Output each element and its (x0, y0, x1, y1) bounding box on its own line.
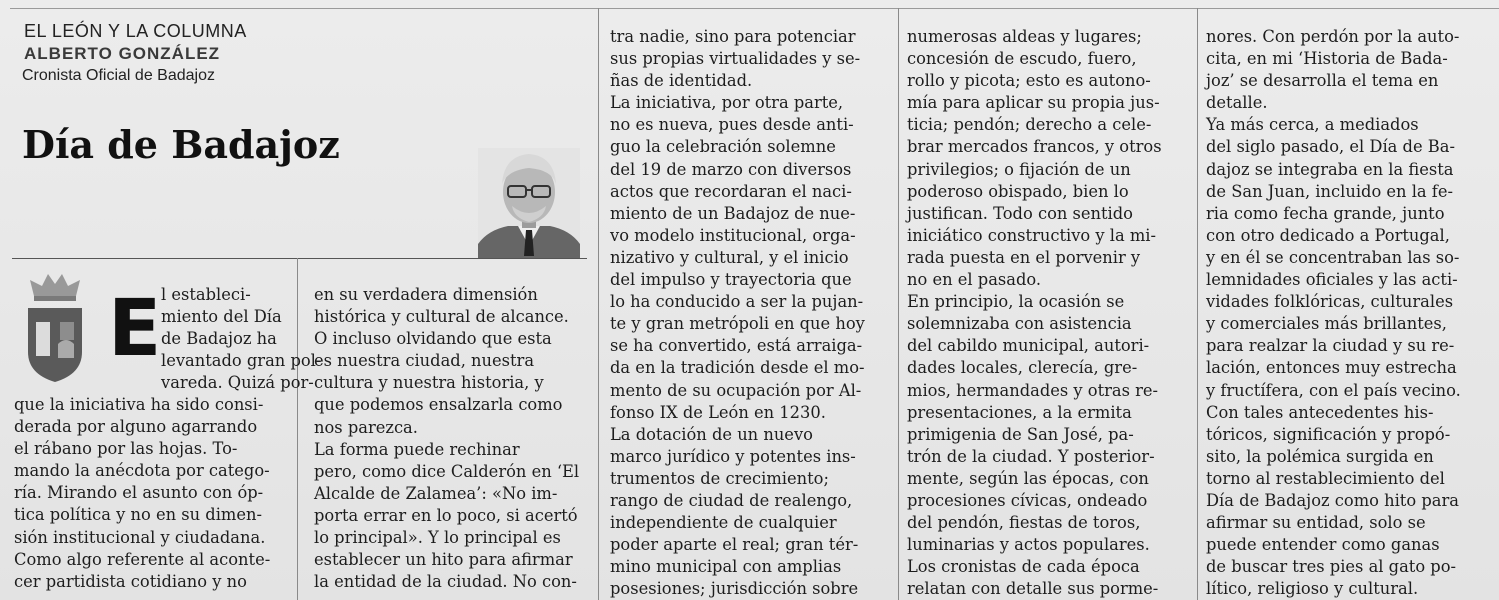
badajoz-coat-of-arms-icon (22, 266, 88, 384)
column-5 (1206, 26, 1461, 600)
text-line: y comerciales más brillantes, (1206, 314, 1447, 334)
text-line: rollo y picota; esto es autono- (907, 71, 1151, 91)
text-line: ria como fecha grande, junto (1206, 203, 1445, 223)
text-line: La dotación de un nuevo (610, 424, 813, 444)
text-line: dajoz se integraba en la fiesta (1206, 159, 1454, 179)
text-line: Alcalde de Zalamea’: «No im- (314, 483, 558, 503)
column-1 (14, 394, 270, 593)
text-line: joz’ se desarrolla el tema en (1206, 71, 1439, 91)
text-line: lación, entonces muy estrecha (1206, 358, 1457, 378)
text-line: La forma puede rechinar (314, 439, 520, 459)
text-line: pero, como dice Calderón en ‘El (314, 461, 580, 481)
text-line: lo ha conducido a ser la pujan- (610, 292, 864, 312)
text-line: lo principal». Y lo principal es (314, 528, 561, 548)
text-line: sus propias virtualidades y se- (610, 49, 861, 69)
column-divider (598, 8, 599, 600)
column-divider (898, 8, 899, 600)
text-line: mino municipal con amplias (610, 557, 842, 577)
text-line: que podemos ensalzarla como (314, 395, 563, 415)
text-line: miento del Día (161, 307, 282, 327)
text-line: del 19 de marzo con diversos (610, 159, 852, 179)
text-line: primigenia de San José, pa- (907, 424, 1134, 444)
section-title: EL LEÓN Y LA COLUMNA (24, 21, 247, 41)
text-line: iniciático constructivo y la mi- (907, 225, 1157, 245)
text-line: mios, hermandades y otras re- (907, 380, 1159, 400)
text-line: guo la celebración solemne (610, 137, 836, 157)
text-line: histórica y cultural de alcance. (314, 307, 569, 327)
author-name: ALBERTO GONZÁLEZ (24, 44, 221, 63)
text-line: poderoso obispado, bien lo (907, 181, 1129, 201)
text-line: vo modelo institucional, orga- (610, 225, 856, 245)
text-line: cita, en mi ‘Historia de Bada- (1206, 49, 1448, 69)
text-line: no es nueva, pues desde anti- (610, 115, 854, 135)
text-line: de buscar tres pies al gato po- (1206, 557, 1457, 577)
text-line: para realzar la ciudad y su re- (1206, 336, 1455, 356)
text-line: afirmar su entidad, solo se (1206, 513, 1426, 533)
drop-cap: E (108, 284, 162, 374)
text-line: da en la tradición desde el mo- (610, 358, 865, 378)
text-line: tra nadie, sino para potenciar (610, 27, 856, 46)
text-line: sito, la polémica surgida en (1206, 446, 1434, 466)
text-line: tica política y no en su dimen- (14, 505, 262, 525)
text-line: que la iniciativa ha sido consi- (14, 395, 264, 414)
text-line: nizativo y cultural, y el inicio (610, 247, 849, 267)
text-line: detalle. (1206, 93, 1268, 113)
intro-column (161, 284, 321, 394)
text-line: se ha convertido, está arraiga- (610, 336, 863, 356)
text-line: miento de un Badajoz de nue- (610, 203, 856, 223)
text-line: ñas de identidad. (610, 71, 753, 91)
text-line: es nuestra ciudad, nuestra (314, 351, 535, 371)
text-line: Día de Badajoz como hito para (1206, 490, 1459, 510)
text-line: tóricos, significación y propó- (1206, 424, 1451, 444)
headline: Día de Badajoz (22, 122, 340, 167)
text-line: independiente de cualquier (610, 513, 837, 533)
text-line: del siglo pasado, el Día de Ba- (1206, 137, 1455, 157)
text-line: O incluso olvidando que esta (314, 329, 552, 349)
text-line: te y gran metrópoli en que hoy (610, 314, 865, 334)
text-line: trón de la ciudad. Y posterior- (907, 446, 1155, 466)
text-line: establecer un hito para afirmar (314, 550, 573, 570)
text-line: no en el pasado. (907, 270, 1042, 290)
text-line: ría. Mirando el asunto con óp- (14, 483, 264, 503)
text-line: vidades folklóricas, culturales (1206, 292, 1454, 312)
text-line: cultura y nuestra historia, y (314, 373, 544, 393)
author-role: Cronista Oficial de Badajoz (22, 67, 215, 84)
column-4 (907, 26, 1162, 600)
text-line: posesiones; jurisdicción sobre (610, 579, 859, 599)
column-divider (1197, 8, 1198, 600)
text-line: lítico, religioso y cultural. (1206, 579, 1419, 599)
text-line: l estableci- (161, 285, 251, 304)
text-line: nos parezca. (314, 417, 418, 437)
column-2 (314, 284, 579, 593)
text-line: La iniciativa, por otra parte, (610, 93, 844, 113)
text-line: poder aparte el real; gran tér- (610, 535, 859, 555)
text-line: fonso IX de León en 1230. (610, 402, 826, 422)
text-line: cer partidista cotidiano y no (14, 571, 247, 591)
text-line: privilegios; o fijación de un (907, 159, 1131, 179)
text-line: de San Juan, incluido en la fe- (1206, 181, 1453, 201)
column-3 (610, 26, 865, 600)
text-line: levantado gran pol- (161, 351, 322, 371)
text-line: porta errar en lo poco, si acertó (314, 505, 578, 525)
text-line: de Badajoz ha (161, 329, 277, 349)
text-line: Con tales antecedentes his- (1206, 402, 1434, 422)
text-line: en su verdadera dimensión (314, 285, 538, 304)
text-line: brar mercados francos, y otros (907, 137, 1162, 157)
text-line: mento de su ocupación por Al- (610, 380, 862, 400)
text-line: mente, según las épocas, con (907, 468, 1149, 488)
text-line: Ya más cerca, a mediados (1206, 115, 1419, 135)
text-line: torno al restablecimiento del (1206, 468, 1445, 488)
author-photo (478, 148, 580, 258)
text-line: En principio, la ocasión se (907, 292, 1125, 312)
text-line: lemnidades oficiales y las acti- (1206, 270, 1458, 290)
text-line: relatan con detalle sus porme- (907, 579, 1159, 599)
text-line: procesiones cívicas, ondeado (907, 490, 1148, 510)
text-line: presentaciones, a la ermita (907, 402, 1132, 422)
text-line: rada puesta en el porvenir y (907, 247, 1141, 267)
text-line: y en él se concentraban las so- (1206, 247, 1460, 267)
top-rule (10, 8, 1499, 9)
text-line: mando la anécdota por catego- (14, 461, 270, 481)
text-line: derada por alguno agarrando (14, 417, 258, 437)
text-line: con otro dedicado a Portugal, (1206, 225, 1450, 245)
text-line: y fructífera, con el país vecino. (1206, 380, 1461, 400)
text-line: ticia; pendón; derecho a cele- (907, 115, 1152, 135)
text-line: mía para aplicar su propia jus- (907, 93, 1160, 113)
text-line: actos que recordaran el naci- (610, 181, 852, 201)
text-line: sión institucional y ciudadana. (14, 527, 266, 547)
text-line: rango de ciudad de realengo, (610, 490, 853, 510)
text-line: la entidad de la ciudad. No con- (314, 572, 577, 592)
text-line: Los cronistas de cada época (907, 557, 1140, 577)
text-line: del cabildo municipal, autori- (907, 336, 1150, 356)
header-rule (12, 258, 587, 259)
text-line: del pendón, fiestas de toros, (907, 513, 1141, 533)
text-line: del impulso y trayectoria que (610, 270, 852, 290)
text-line: dades locales, clerecía, gre- (907, 358, 1138, 378)
text-line: el rábano por las hojas. To- (14, 439, 238, 459)
text-line: Como algo referente al aconte- (14, 549, 271, 569)
text-line: justifican. Todo con sentido (907, 203, 1133, 223)
text-line: numerosas aldeas y lugares; (907, 27, 1142, 46)
text-line: nores. Con perdón por la auto- (1206, 27, 1460, 46)
text-line: solemnizaba con asistencia (907, 314, 1132, 334)
text-line: trumentos de crecimiento; (610, 468, 829, 488)
text-line: marco jurídico y potentes ins- (610, 446, 856, 466)
text-line: puede entender como ganas (1206, 535, 1440, 555)
text-line: vareda. Quizá por- (161, 373, 314, 393)
text-line: concesión de escudo, fuero, (907, 49, 1137, 69)
text-line: luminarias y actos populares. (907, 535, 1150, 555)
